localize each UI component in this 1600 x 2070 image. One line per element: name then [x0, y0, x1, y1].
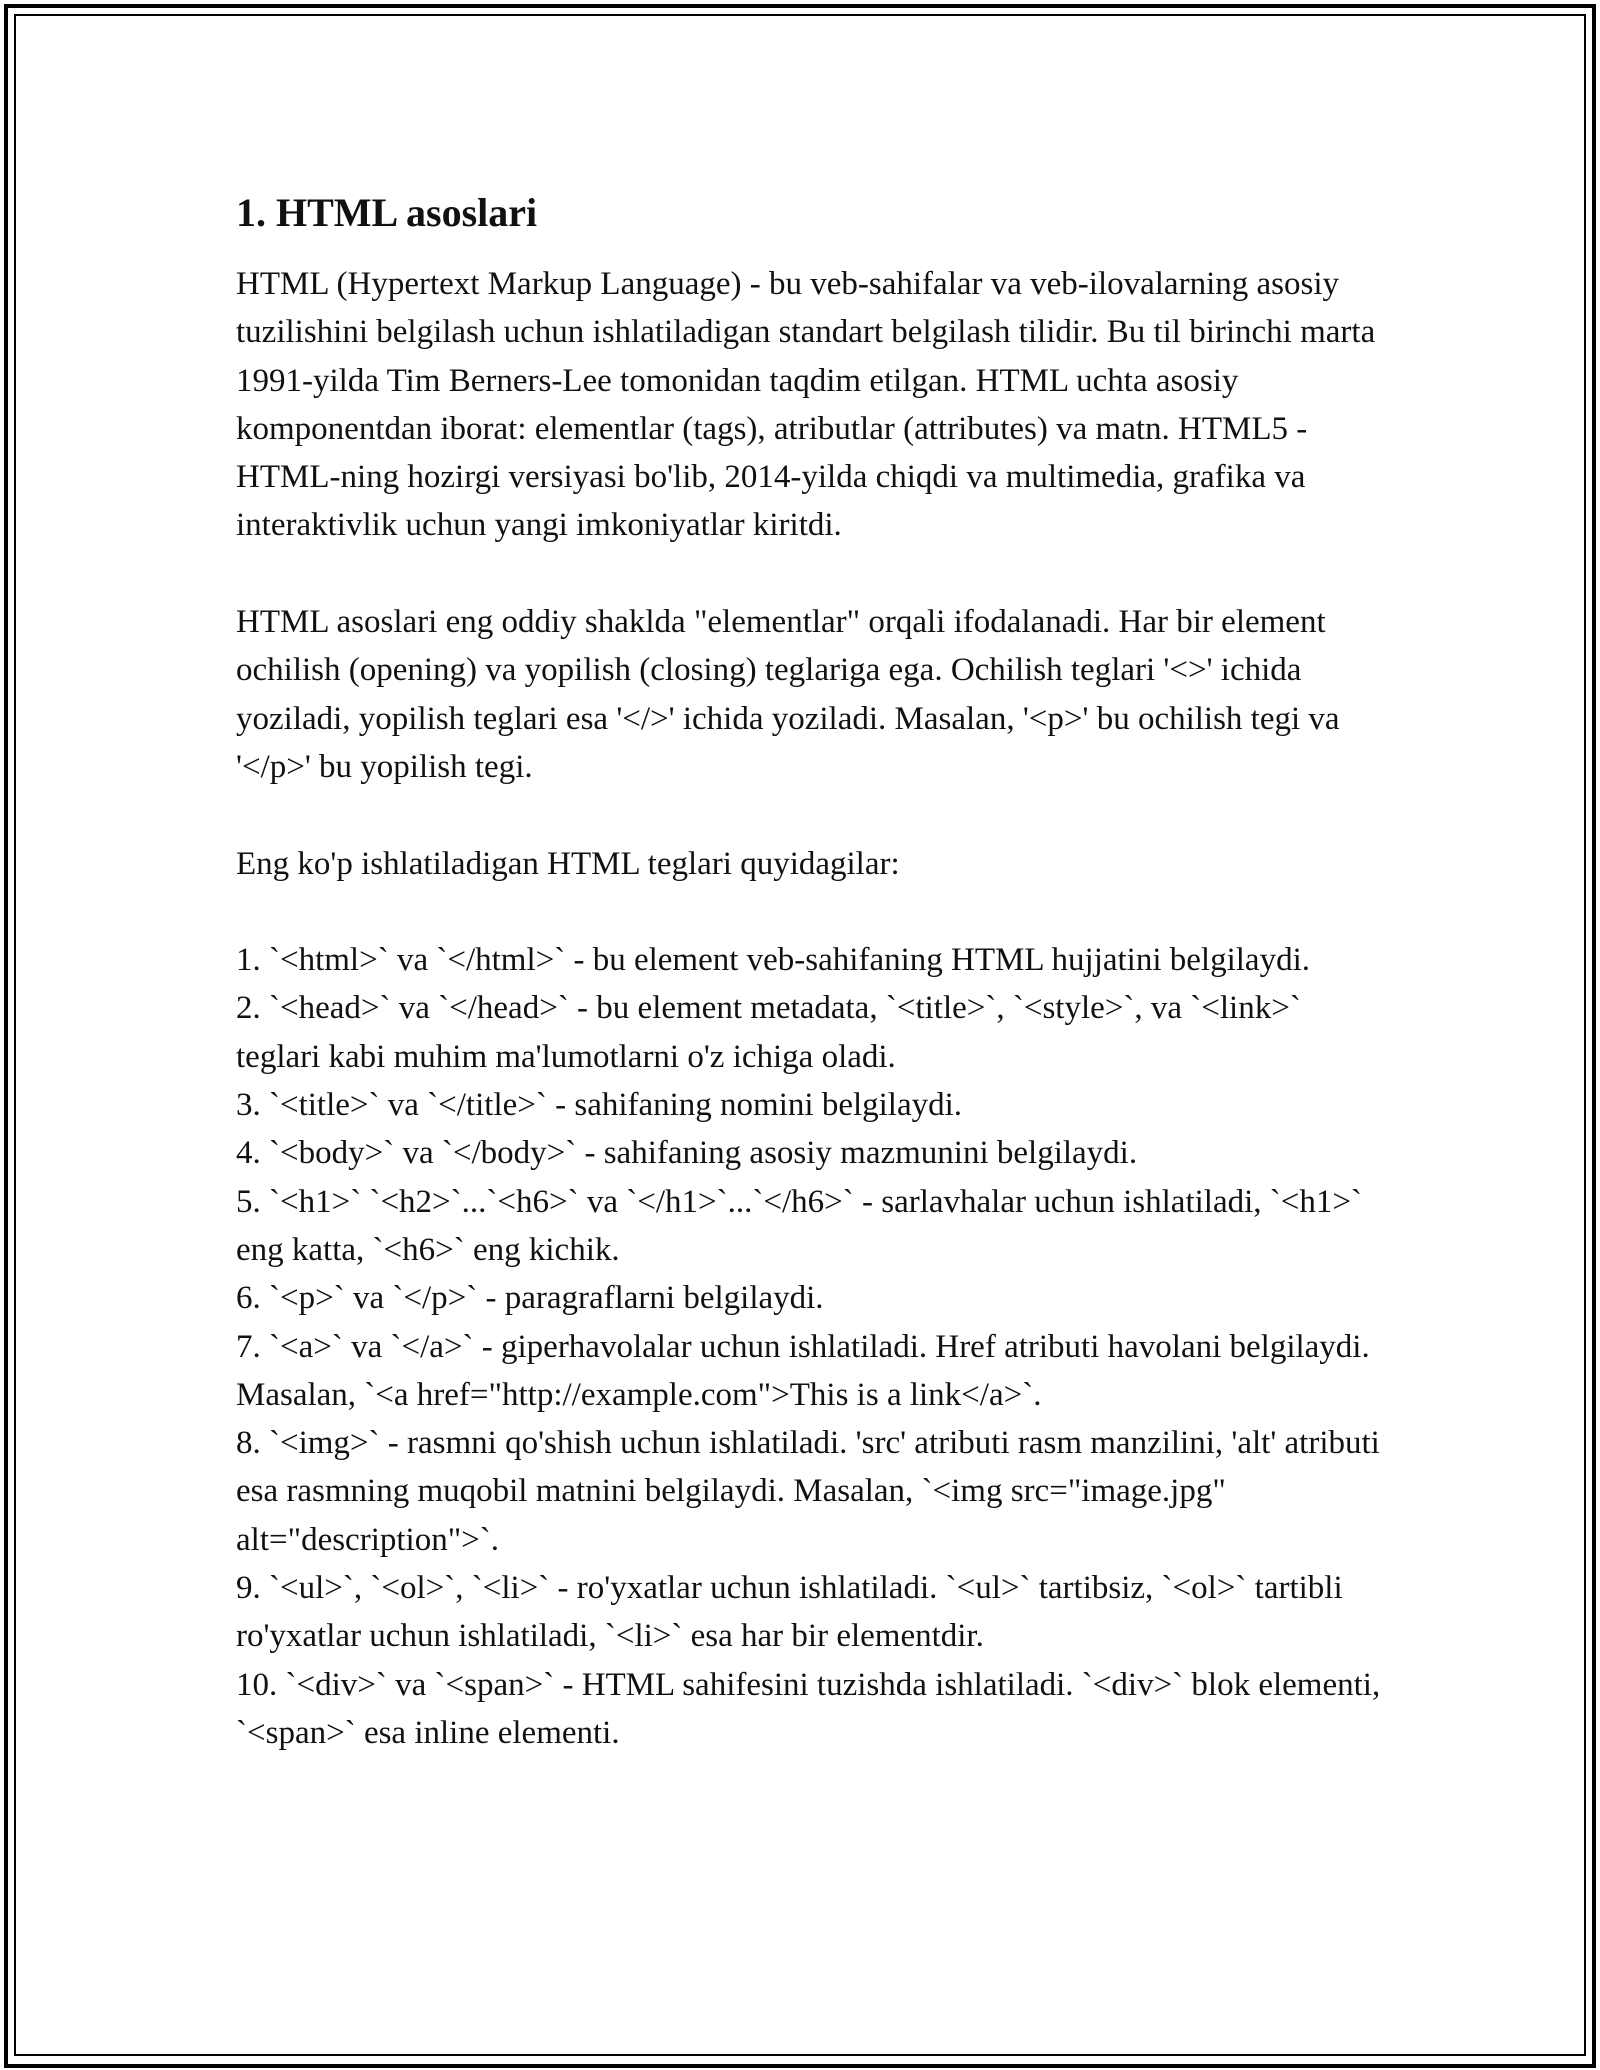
list-item: 4. `<body>` va `</body>` - sahifaning asosiy mazmunini belgilaydi.: [236, 1135, 1138, 1172]
list-item: 9. `<ul>`, `<ol>`, `<li>` - ro'yxatlar uchun ishlatiladi. `<ul>` tartibsiz, `<ol>` tartibli ro'yxatlar uchun ishlatiladi, `<li>` esa har bir elementdir.: [236, 1570, 1343, 1655]
list-item: 8. `<img>` - rasmni qo'shish uchun ishlatiladi. 'src' atributi rasm manzilini, 'alt' atributi esa rasmning muqobil matnini belgilaydi. Masalan, `<img src="image.jpg" alt="description">`.: [236, 1425, 1380, 1558]
list-item: 7. `<a>` va `</a>` - giperhavolalar uchun ishlatiladi. Href atributi havolani belgilaydi. Masalan, `<a href="http://example.com">This is a link</a>`.: [236, 1328, 1370, 1413]
list-item: 3. `<title>` va `</title>` - sahifaning nomini belgilaydi.: [236, 1087, 963, 1124]
list-item: 2. `<head>` va `</head>` - bu element metadata, `<title>`, `<style>`, va `<link>` teglari kabi muhim ma'lumotlarni o'z ichiga oladi.: [236, 990, 1301, 1075]
list-item: 5. `<h1>` `<h2>`...`<h6>` va `</h1>`...`</h6>` - sarlavhalar uchun ishlatiladi, `<h1>` eng katta, `<h6>` eng kichik.: [236, 1183, 1362, 1268]
list-item: 1. `<html>` va `</html>` - bu element veb-sahifaning HTML hujjatini belgilaydi.: [236, 942, 1310, 979]
list-item: 10. `<div>` va `<span>` - HTML sahifesini tuzishda ishlatiladi. `<div>` blok elementi, `<span>` esa inline elementi.: [236, 1666, 1381, 1751]
tag-list: [236, 936, 1386, 1757]
section-heading: 1. HTML asoslari: [236, 190, 538, 235]
intro-paragraph: HTML (Hypertext Markup Language) - bu veb-sahifalar va veb-ilovalarning asosiy tuzilishini belgilash uchun ishlatiladigan standart belgilash tilidir. Bu til birinchi marta 1991-yilda Tim Berners-Lee tomonidan taqdim etilgan. HTML uchta asosiy komponentdan iborat: elementlar (tags), atributlar (attributes) va matn. HTML5 - HTML-ning hozirgi versiyasi bo'lib, 2014-yilda chiqdi va multimedia, grafika va interaktivlik uchun yangi imkoniyatlar kiritdi.: [236, 266, 1376, 544]
list-intro-paragraph: Eng ko'p ishlatiladigan HTML teglari quyidagilar:: [236, 845, 900, 882]
paragraph-spacer: [236, 550, 1386, 598]
paragraph-spacer: [236, 888, 1386, 936]
elements-paragraph: HTML asoslari eng oddiy shaklda "elementlar" orqali ifodalanadi. Har bir element ochilish (opening) va yopilish (closing) teglariga ega. Ochilish teglari '<>' ichida yoziladi, yopilish teglari esa '</>' ichida yoziladi. Masalan, '<p>' bu ochilish tegi va '</p>' bu yopilish tegi.: [236, 604, 1340, 785]
paragraph-spacer: [236, 791, 1386, 839]
list-item: 6. `<p>` va `</p>` - paragraflarni belgilaydi.: [236, 1280, 824, 1317]
document-body: [236, 188, 1386, 1757]
